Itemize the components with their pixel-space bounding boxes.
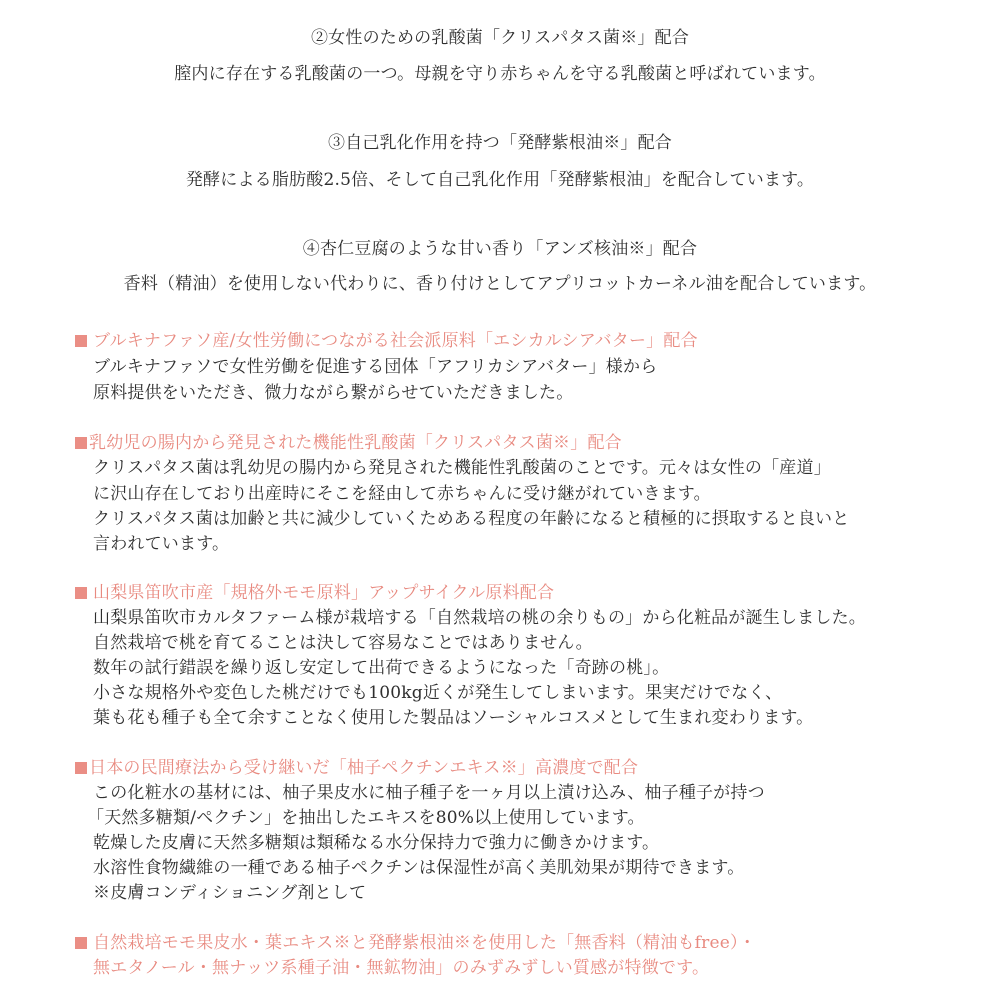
section-heading-text: ブルキナファソ産/女性労働につながる社会派原料「エシカルシアバター」配合 [93,331,698,351]
section-line: ブルキナファソで女性労働を促進する団体「アフリカシアバター」様から [93,357,658,377]
section-line: クリスパタス菌は加齢と共に減少していくためある程度の年齢になると積極的に摂取すると良いと [93,509,850,529]
section-line: ※皮膚コンディショニング剤として [93,883,367,903]
intro-title-4: ④杏仁豆腐のような甘い香り「アンズ核油※」配合 [302,239,698,259]
square-bullet-icon [75,587,87,599]
section-line: 小さな規格外や変色した桃だけでも100kg近くが発生してしまいます。果実だけでなく、 [93,683,783,703]
section-heading-crispatus [75,430,622,456]
square-bullet-icon [75,937,87,949]
intro-text-3: 発酵による脂肪酸2.5倍、そして自己乳化作用「発酵紫根油」を配合しています。 [185,170,815,190]
section-heading-shea-butter [75,328,698,354]
intro-title-3: ③自己乳化作用を持つ「発酵紫根油※」配合 [328,133,672,153]
section-line: 原料提供をいただき、微力ながら繋がらせていただきました。 [93,383,574,403]
section-heading-text: 日本の民間療法から受け継いだ「柚子ペクチンエキス※」高濃度で配合 [89,758,639,778]
square-bullet-icon [75,335,87,347]
section-heading-yuzu [75,755,638,781]
section-line: クリスパタス菌は乳幼児の腸内から発見された機能性乳酸菌のことです。元々は女性の「産道」 [93,458,831,478]
section-heading-text: 自然栽培モモ果皮水・葉エキス※と発酵紫根油※を使用した「無香料（精油もfree）・ [93,933,756,953]
intro-text-4: 香料（精油）を使用しない代わりに、香り付けとしてアプリコットカーネル油を配合しています。 [123,274,877,294]
section-line: 水溶性食物繊維の一種である柚子ペクチンは保湿性が高く美肌効果が期待できます。 [93,858,745,878]
section-heading-peach [75,580,554,606]
section-line: 言われています。 [93,534,230,554]
section-heading-text: 山梨県笛吹市産「規格外モモ原料」アップサイクル原料配合 [93,583,555,603]
section-line: 数年の試行錯誤を繰り返し安定して出荷できるようになった「奇跡の桃」。 [93,658,670,678]
section-line: に沢山存在しており出産時にそこを経由して赤ちゃんに受け継がれていきます。 [93,484,711,504]
section-line: この化粧水の基材には、柚子果皮水に柚子種子を一ヶ月以上漬け込み、柚子種子が持つ [93,783,765,803]
section-line: 葉も花も種子も全て余すことなく使用した製品はソーシャルコスメとして生まれ変わります。 [93,708,814,728]
section-heading-features-line2: 無エタノール・無ナッツ系種子油・無鉱物油」のみずみずしい質感が特徴です。 [93,958,710,978]
section-line: 乾燥した皮膚に天然多糖類は類稀なる水分保持力で強力に働きかけます。 [93,833,660,853]
section-line: 「天然多糖類/ペクチン」を抽出したエキスを80%以上使用しています。 [87,808,645,828]
intro-title-2: ②女性のための乳酸菌「クリスパタス菌※」配合 [310,28,690,48]
section-heading-text: 乳幼児の腸内から発見された機能性乳酸菌「クリスパタス菌※」配合 [89,433,622,453]
section-line: 自然栽培で桃を育てることは決して容易なことではありません。 [93,633,593,653]
square-bullet-icon [75,762,87,774]
section-heading-features [75,930,756,956]
square-bullet-icon [75,437,87,449]
intro-text-2: 膣内に存在する乳酸菌の一つ。母親を守り赤ちゃんを守る乳酸菌と呼ばれています。 [174,64,826,84]
section-line: 山梨県笛吹市カルタファーム様が栽培する「自然栽培の桃の余りもの」から化粧品が誕生しました。 [93,608,866,628]
